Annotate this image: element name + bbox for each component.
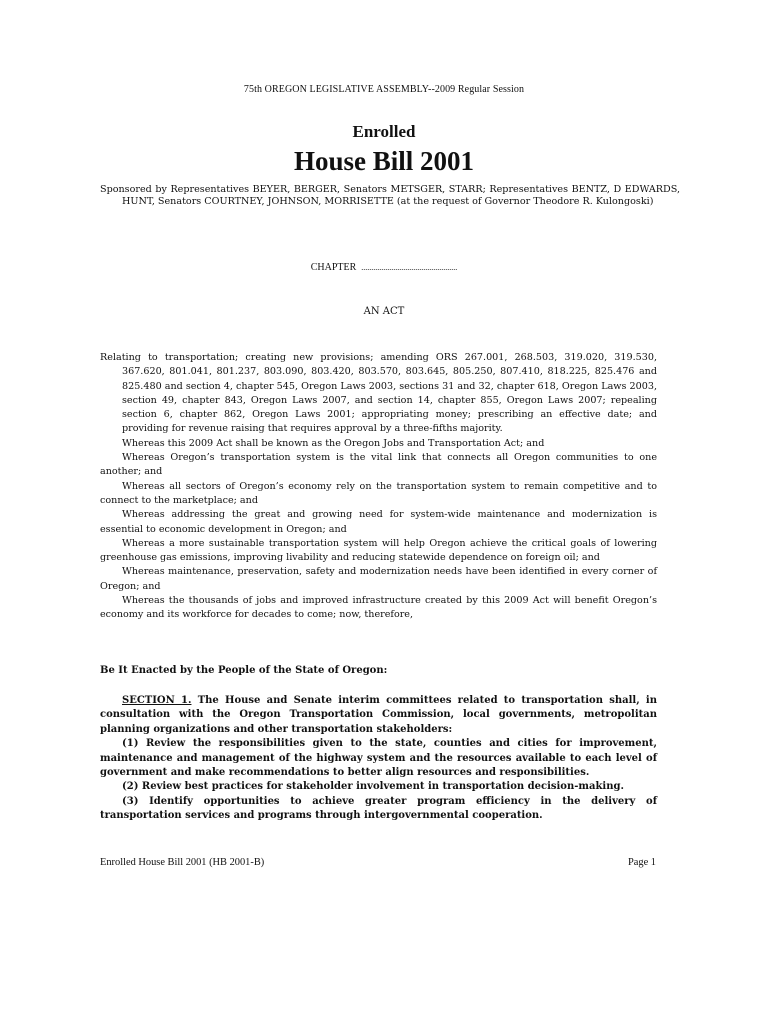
enacting-clause: Be It Enacted by the People of the State of Oregon: — [100, 665, 388, 676]
whereas-clause: Whereas all sectors of Oregon’s economy rely on the transportation system to remain competitive and to connect to the marketplace; and — [100, 480, 657, 506]
section-1 — [100, 694, 657, 824]
whereas-clause: Whereas the thousands of jobs and improved infrastructure created by this 2009 Act will benefit Oregon’s economy and its workforce for decades to come; now, therefore, — [100, 595, 657, 621]
an-act-heading: AN ACT — [363, 306, 405, 317]
session-header: 75th OREGON LEGISLATIVE ASSEMBLY--2009 Regular Session — [243, 84, 525, 95]
section-1-intro — [100, 694, 657, 737]
section-1-label: SECTION 1. — [122, 695, 192, 706]
section-1-intro-text: The House and Senate interim committees related to transportation shall, in consultation with the Oregon Transportation Commission, local governments, metropolitan planning organizations and other transportation stakeholders: — [100, 695, 658, 735]
sponsors-paragraph: Sponsored by Representatives BEYER, BERGER, Senators METSGER, STARR; Representatives BENTZ, D EDWARDS, HUNT, Senators COURTNEY, JOHNSON, MORRISETTE (at the request of Governor Theodore R. Kulongoski) — [100, 184, 680, 207]
whereas-clause: Whereas addressing the great and growing need for system-wide maintenance and modernization is essential to economic development in Oregon; and — [100, 509, 657, 535]
enrolled-label: Enrolled — [352, 122, 416, 141]
preamble — [100, 351, 657, 623]
whereas-clause: Whereas a more sustainable transportation system will help Oregon achieve the critical goals of lowering greenhouse gas emissions, improving livability and reducing statewide dependence on foreign oil; and — [100, 537, 657, 564]
relating-clause: Relating to transportation; creating new provisions; amending ORS 267.001, 268.503, 319.020, 319.530, 367.620, 801.041, 801.237, 803.090, 803.420, 803.570, 803.645, 805.250, 807.410, 818.225, 825.476 and 825.480 and section 4, chapter 545, Oregon Laws 2003, sections 31 and 32, chapter 618, Oregon Laws 2003, section 49, chapter 843, Oregon Laws 2007, and section 14, chapter 855, Oregon Laws 2007; repealing section 6, chapter 862, Oregon Laws 2001; appropriating money; prescribing an effective date; and providing for revenue raising that requires approval by a three-fifths majority. — [100, 352, 657, 435]
chapter-blank: ................................................ — [361, 263, 458, 272]
footer-page-number: Page 1 — [628, 857, 656, 868]
whereas-clause: Whereas Oregon’s transportation system is the vital link that connects all Oregon communities to one another; and — [100, 452, 657, 478]
chapter-line — [0, 262, 768, 273]
section-1-item: (3) Identify opportunities to achieve greater program efficiency in the delivery of transportation services and programs through intergovernmental cooperation. — [100, 795, 657, 822]
whereas-clause: Whereas maintenance, preservation, safety and modernization needs have been identified in every corner of Oregon; and — [100, 566, 657, 592]
section-1-item: (1) Review the responsibilities given to the state, counties and cities for improvement, maintenance and management of the highway system and the resources available to each level of government and make recommendations to better align resources and responsibilities. — [100, 738, 657, 779]
section-1-item: (2) Review best practices for stakeholder involvement in transportation decision-making. — [122, 781, 624, 793]
bill-title: House Bill 2001 — [293, 146, 475, 176]
whereas-clause: Whereas this 2009 Act shall be known as the Oregon Jobs and Transportation Act; and — [122, 437, 545, 449]
footer-bill-id: Enrolled House Bill 2001 (HB 2001-B) — [100, 857, 265, 868]
chapter-label: CHAPTER — [310, 262, 357, 273]
